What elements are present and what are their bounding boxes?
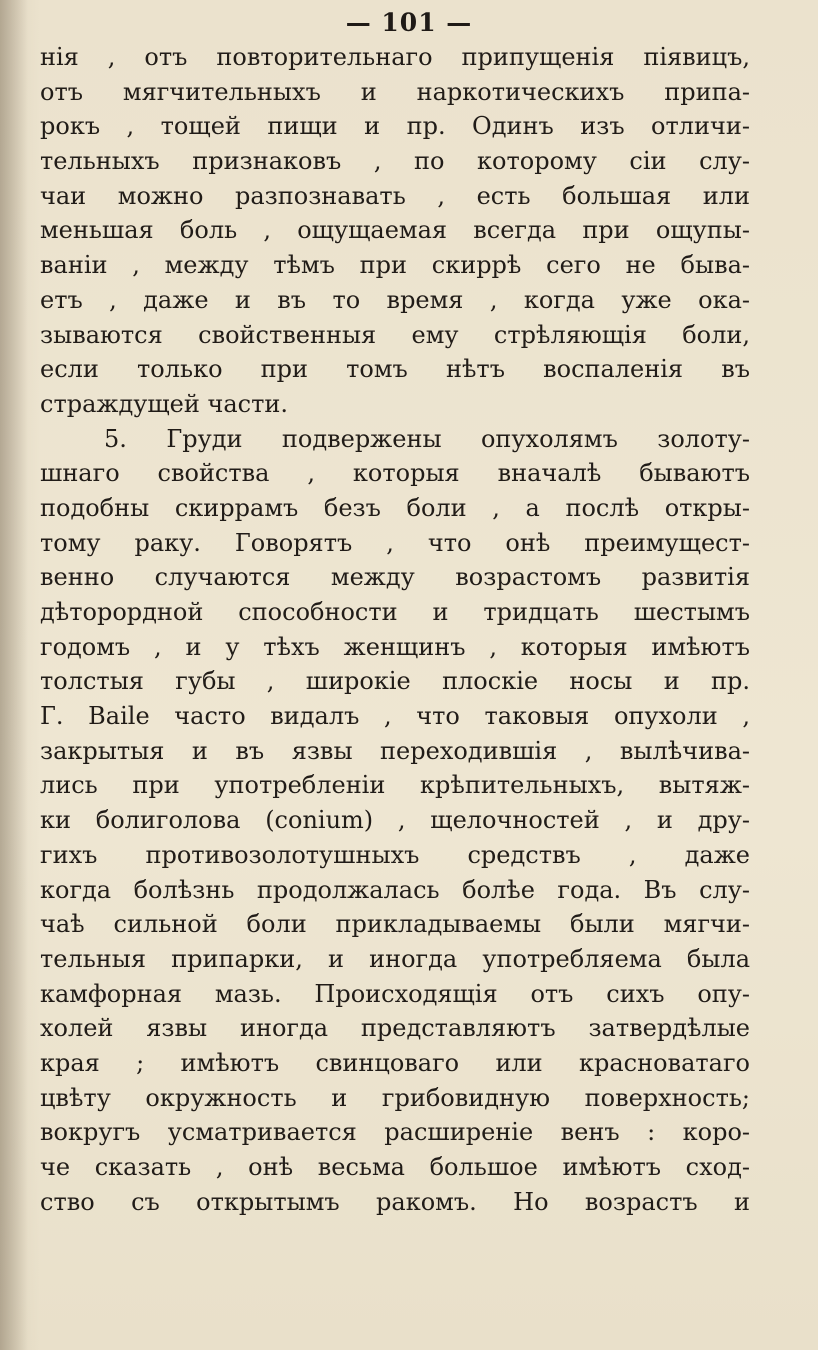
text-line: тому раку. Говорятъ , что онѣ преимущест- [40,528,750,557]
text-line: вокругъ усматривается расширеніе венъ : коро- [40,1118,750,1147]
text-line: закрытыя и въ язвы переходившія , вылѣчива- [40,736,750,765]
text-line: шнаго свойства , которыя вначалѣ бываютъ [40,459,750,488]
text-line: зываются свойственныя ему стрѣляющія боли, [40,320,750,349]
text-line: етъ , даже и въ то время , когда уже ока- [40,285,750,314]
text-line: цвѣту окружность и грибовидную поверхность; [40,1083,750,1112]
text-line: холей язвы иногда представляютъ затвердѣлые [40,1014,750,1043]
text-line: годомъ , и у тѣхъ женщинъ , которыя имѣютъ [40,632,750,661]
text-line: ваніи , между тѣмъ при скиррѣ сего не быва- [40,251,750,280]
text-line: страждущей части. [40,389,289,418]
paragraph [40,40,750,422]
text-line: меньшая боль , ощущаемая всегда при ощупы- [40,216,750,245]
text-line: венно случаются между возрастомъ развитія [40,563,750,592]
text-line: толстыя губы , широкіе плоскіе носы и пр. [40,667,750,696]
text-line: рокъ , тощей пищи и пр. Одинъ изъ отличи- [40,112,750,141]
text-line: тельныя припарки, и иногда употребляема была [40,944,750,973]
text-line: чаи можно разпознавать , есть большая или [40,181,750,210]
page-number: — 101 — [345,8,473,37]
text-line: когда болѣзнь продолжалась болѣе года. Въ слу- [40,875,750,904]
text-line: гихъ противозолотушныхъ средствъ , даже [40,840,750,869]
text-line: нія , отъ повторительнаго припущенія піявицъ, [40,43,750,71]
text-line: подобны скиррамъ безъ боли , а послѣ откры- [40,493,750,522]
text-line: отъ мягчительныхъ и наркотическихъ припа- [40,77,750,106]
text-line: Г. Baile часто видалъ , что таковыя опухоли , [40,702,750,731]
text-line: 5. Груди подвержены опухолямъ золоту- [104,424,750,453]
text-line: камфорная мазь. Происходящія отъ сихъ опу- [40,979,750,1008]
text-line: края ; имѣютъ свинцоваго или красноватаго [40,1048,750,1077]
text-line: лись при употребленіи крѣпительныхъ, вытяж- [40,771,750,800]
text-line: ки болиголова (conium) , щелочностей , и дру- [40,806,750,835]
text-line: тельныхъ признаковъ , по которому сіи слу- [40,147,750,176]
text-line: если только при томъ нѣтъ воспаленія въ [40,355,750,384]
binding-shadow [0,0,28,1350]
text-line: че сказать , онѣ весьма большое имѣютъ сход- [40,1153,750,1181]
text-line: ство съ открытымъ ракомъ. Но возрастъ и [40,1187,750,1216]
text-line: дѣторордной способности и тридцать шестымъ [40,598,750,626]
body-text [40,40,750,1219]
paragraph [40,422,750,1220]
text-line: чаѣ сильной боли прикладываемы были мягчи- [40,910,750,939]
